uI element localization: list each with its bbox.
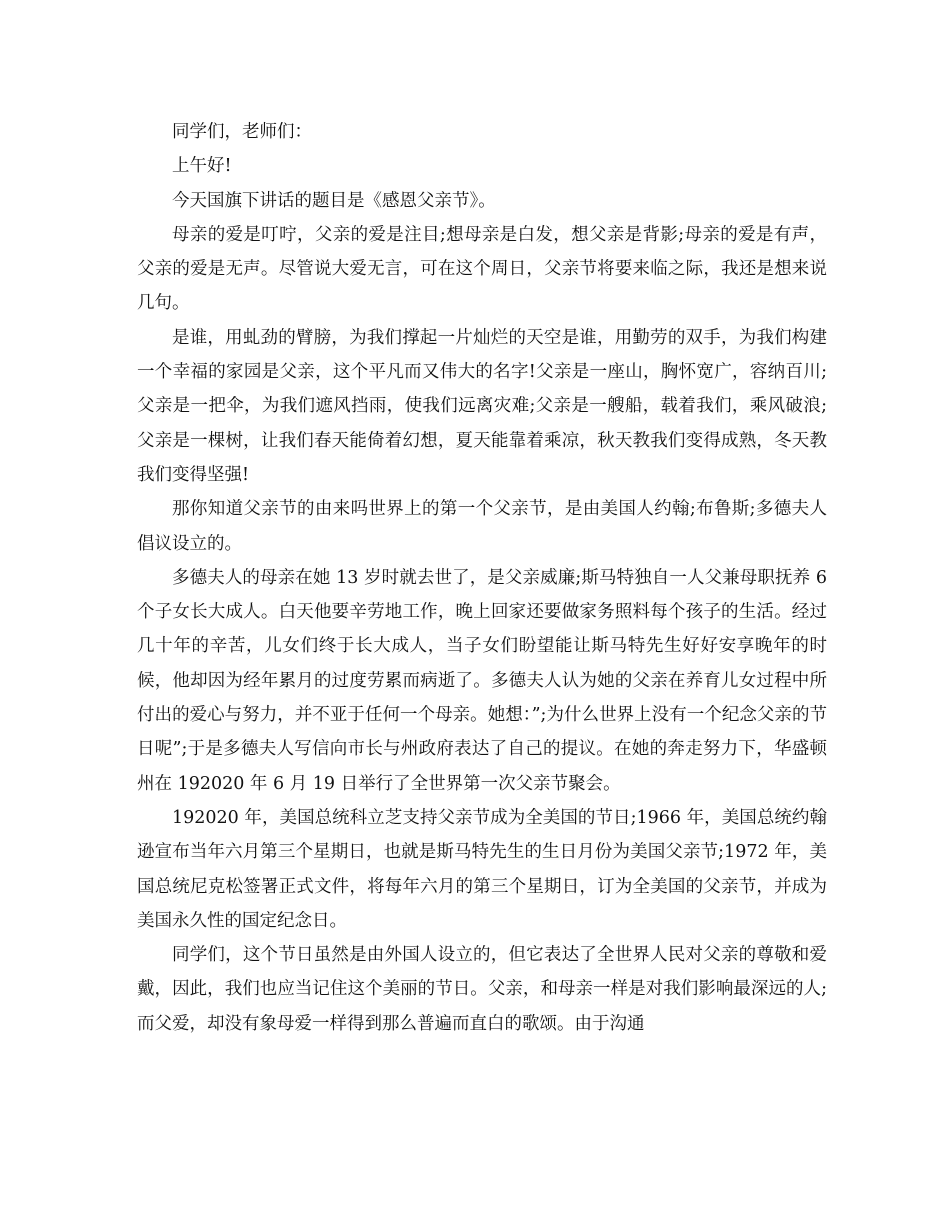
salutation-paragraph: 上午好! [172,156,232,177]
greeting-paragraph: 同学们，老师们： [172,122,312,142]
body-paragraph: 192020 年，美国总统科立芝支持父亲节成为全美国的节日;1966 年，美国总统约翰逊宣布当年六月第三个星期日，也就是斯马特先生的生日月份为美国父亲节;1972 年，美国总统尼克松签署正式文件，将每年六月的第三个星期日，订为全美国的父亲节，并成为美国永久性的国定纪念日。 [137,807,827,931]
body-paragraph: 同学们，这个节日虽然是由外国人设立的，但它表达了全世界人民对父亲的尊敬和爱戴，因此，我们也应当记住这个美丽的节日。父亲，和母亲一样是对我们影响最深远的人;而父爱，却没有象母爱一样得到那么普遍而直白的歌颂。由于沟通 [137,945,827,1034]
body-paragraph: 多德夫人的母亲在她 13 岁时就去世了，是父亲威廉;斯马特独自一人父兼母职抚养 6 个子女长大成人。白天他要辛劳地工作，晚上回家还要做家务照料每个孩子的生活。经过几十年的辛苦，儿女们终于长大成人，当子女们盼望能让斯马特先生好好安享晚年的时候，他却因为经年累月的过度劳累而病逝了。多德夫人认为她的父亲在养育儿女过程中所付出的爱心与努力，并不亚于任何一个母亲。她想：”;为什么世界上没有一个纪念父亲的节日呢”;于是多德夫人写信向市长与州政府表达了自己的提议。在她的奔走努力下，华盛顿州在 192020 年 6 月 19 日举行了全世界第一次父亲节聚会。 [137,567,827,794]
body-paragraph: 那你知道父亲节的由来吗世界上的第一个父亲节，是由美国人约翰;布鲁斯;多德夫人倡议设立的。 [137,499,827,554]
body-paragraph: 母亲的爱是叮咛，父亲的爱是注目;想母亲是白发，想父亲是背影;母亲的爱是有声，父亲的爱是无声。尽管说大爱无言，可在这个周日，父亲节将要来临之际，我还是想来说几句。 [137,224,827,314]
body-paragraph: 是谁，用虬劲的臂膀，为我们撑起一片灿烂的天空是谁，用勤劳的双手，为我们构建一个幸福的家园是父亲，这个平凡而又伟大的名字!父亲是一座山，胸怀宽广，容纳百川;父亲是一把伞，为我们遮风挡雨，使我们远离灾难;父亲是一艘船，载着我们，乘风破浪;父亲是一棵树，让我们春天能倚着幻想，夏天能靠着乘凉，秋天教我们变得成熟，冬天教我们变得坚强! [137,327,827,485]
topic-paragraph: 今天国旗下讲话的题目是《感恩父亲节》。 [172,190,496,211]
speech-body [137,115,827,1041]
